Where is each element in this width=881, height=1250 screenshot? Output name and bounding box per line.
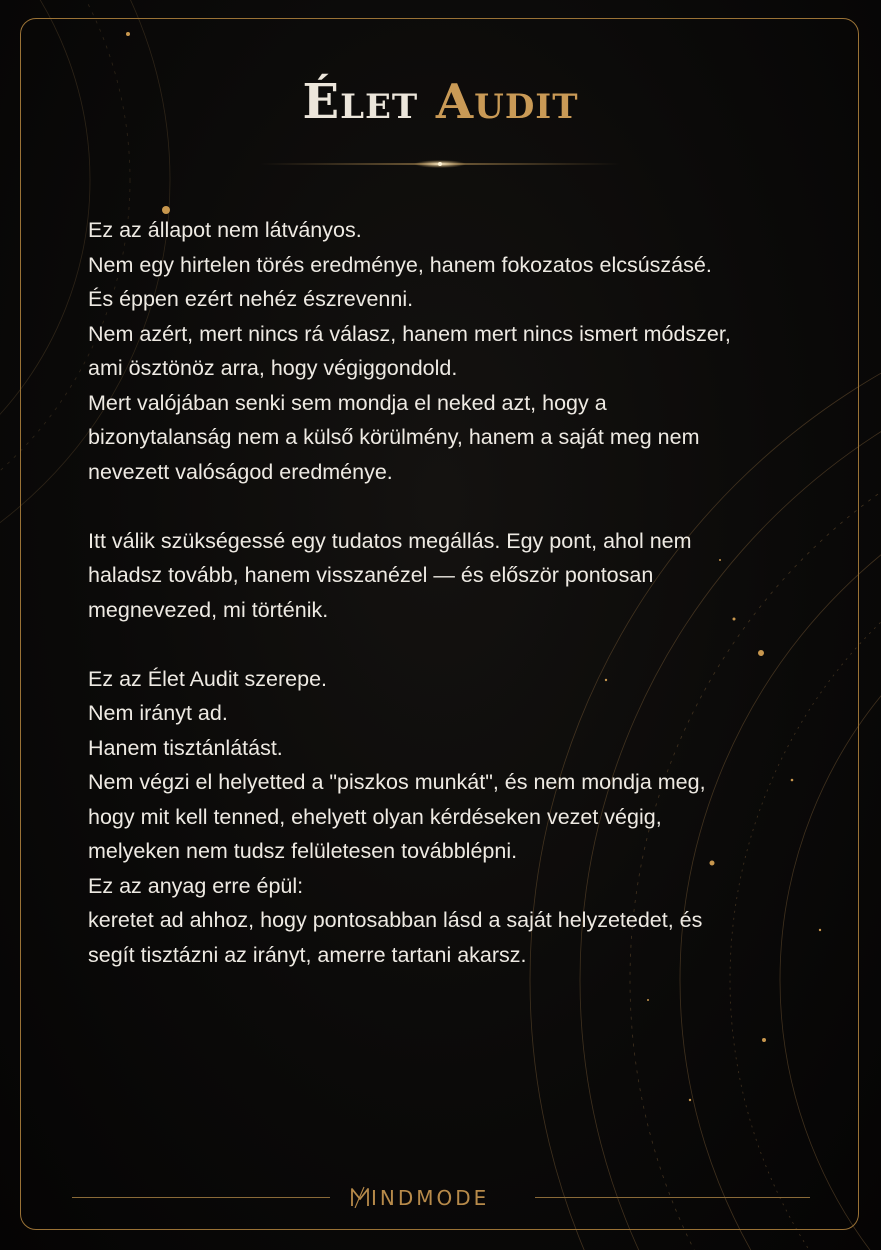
- page-title: [0, 74, 881, 130]
- footer-divider-right: [535, 1197, 810, 1198]
- text-line: ami ösztönöz arra, hogy végiggondold.: [88, 356, 458, 380]
- text-line: Nem irányt ad.: [88, 701, 228, 725]
- gold-sparkle-divider-icon: [260, 157, 620, 171]
- paragraph-1: [88, 213, 808, 489]
- body-text: [88, 213, 808, 972]
- text-line: keretet ad ahhoz, hogy pontosabban lásd a saját helyzetedet, és: [88, 908, 703, 932]
- paragraph-gap: [88, 489, 808, 524]
- text-line: Nem azért, mert nincs rá válasz, hanem mert nincs ismert módszer,: [88, 321, 731, 346]
- text-line: megnevezed, mi történik.: [88, 597, 329, 622]
- text-line: És éppen ezért nehéz észrevenni.: [88, 287, 414, 311]
- text-line: Nem végzi el helyetted a "piszkos munkát", és nem mondja meg,: [88, 770, 706, 794]
- paragraph-gap: [88, 627, 808, 662]
- text-line: Ez az állapot nem látványos.: [88, 218, 362, 242]
- text-line: Mert valójában senki sem mondja el neked azt, hogy a: [88, 390, 607, 415]
- text-line: Nem egy hirtelen törés eredménye, hanem fokozatos elcsúszásé.: [88, 252, 712, 277]
- title-word-2: Audit: [435, 74, 579, 130]
- text-line: Hanem tisztánlátást.: [88, 735, 283, 760]
- footer-divider-left: [72, 1197, 330, 1198]
- text-line: bizonytalanság nem a külső körülmény, hanem a saját meg nem: [88, 425, 700, 449]
- text-line: melyeken nem tudsz felületesen továbblépni.: [88, 839, 518, 863]
- mindmode-m-logo-icon: [350, 1186, 370, 1208]
- logo-wordmark: INDMODE: [371, 1186, 490, 1210]
- paragraph-2: [88, 524, 808, 628]
- paragraph-3: [88, 662, 808, 973]
- text-line: nevezett valóságod eredménye.: [88, 459, 393, 484]
- text-line: Ez az anyag erre épül:: [88, 873, 304, 898]
- text-line: segít tisztázni az irányt, amerre tartani akarsz.: [88, 942, 527, 967]
- text-line: haladsz tovább, hanem visszanézel — és először pontosan: [88, 563, 654, 587]
- text-line: hogy mit kell tenned, ehelyett olyan kérdéseken vezet végig,: [88, 804, 662, 829]
- text-line: Ez az Élet Audit szerepe.: [88, 666, 328, 691]
- text-line: Itt válik szükségessé egy tudatos megállás. Egy pont, ahol nem: [88, 528, 692, 553]
- title-word-1: Élet: [302, 74, 419, 130]
- mindmode-logo: [350, 1184, 530, 1212]
